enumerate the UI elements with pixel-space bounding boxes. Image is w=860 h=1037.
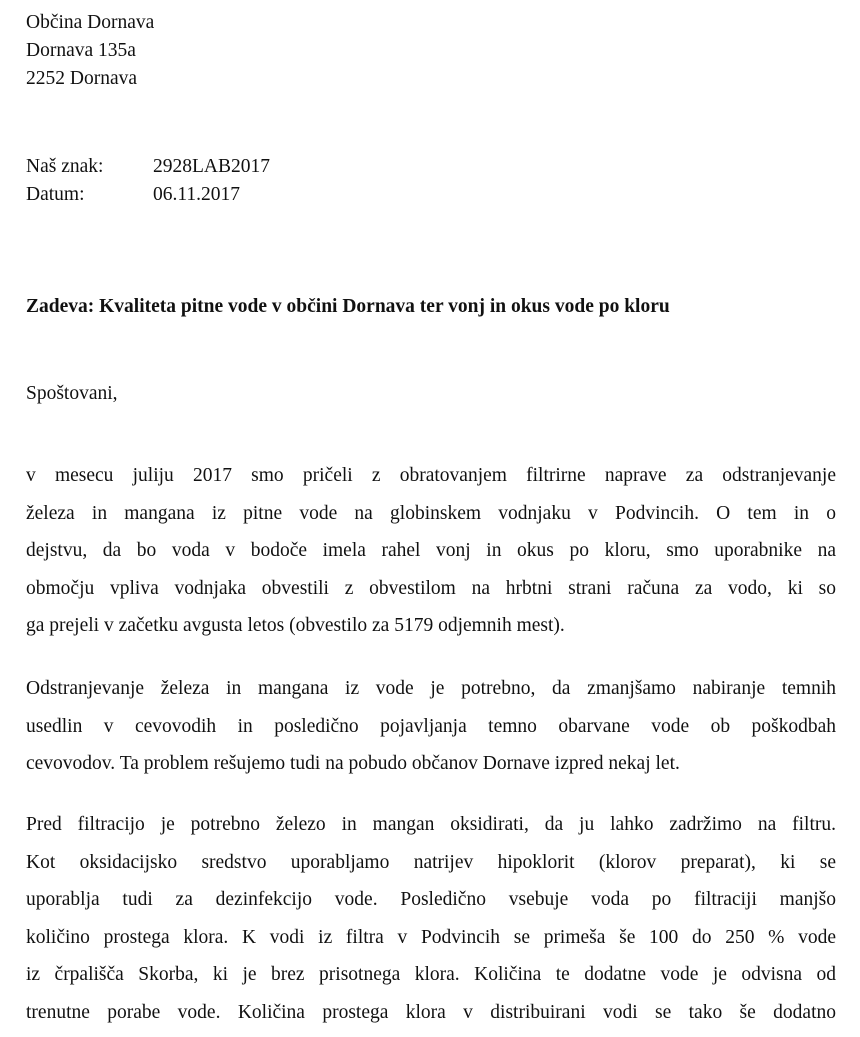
body-paragraph-2 [26,670,836,783]
paragraph-line: usedlin v cevovodih in posledično pojavljanja temno obarvane vode ob poškodbah [26,715,836,737]
paragraph-line: uporablja tudi za dezinfekcijo vode. Posledično vsebuje voda po filtraciji manjšo [26,889,836,910]
sender-street: Dornava 135a [26,40,136,61]
sender-city: 2252 Dornava [26,68,138,89]
reference-value: 2928LAB2017 [153,156,270,177]
paragraph-line: količino prostega klora. K vodi iz filtra v Podvincih se primeša še 100 do 250 % vode [26,926,836,948]
salutation: Spoštovani, [26,383,118,404]
paragraph-line: območju vpliva vodnjaka obvestili z obvestilom na hrbtni strani računa za vodo, ki so [26,577,836,599]
paragraph-line: iz črpališča Skorba, ki je brez prisotnega klora. Količina te dodatne vode je odvisna od [26,964,836,985]
date-value: 06.11.2017 [153,184,241,205]
subject-line: Zadeva: Kvaliteta pitne vode v občini Dornava ter vonj in okus vode po kloru [26,296,670,317]
paragraph-line: dejstvu, da bo voda v bodoče imela rahel vonj in okus po kloru, smo uporabnike na [26,540,836,561]
date-row [26,181,270,209]
paragraph-line: Pred filtracijo je potrebno železo in mangan oksidirati, da ju lahko zadržimo na filtru. [26,814,836,835]
paragraph-line: železa in mangana iz pitne vode na globinskem vodnjaku v Podvincih. O tem in o [26,502,836,524]
body-paragraph-3 [26,806,836,1031]
body-paragraph-1 [26,457,836,645]
paragraph-line: ga prejeli v začetku avgusta letos (obvestilo za 5179 odjemnih mest). [26,615,565,636]
sender-name: Občina Dornava [26,12,155,33]
paragraph-line: v mesecu juliju 2017 smo pričeli z obratovanjem filtrirne naprave za odstranjevanje [26,465,836,486]
reference-label: Naš znak: [26,156,104,177]
sender-address [26,9,154,93]
paragraph-line: cevovodov. Ta problem rešujemo tudi na pobudo občanov Dornave izpred nekaj let. [26,753,680,774]
reference-row [26,153,270,181]
paragraph-line: Kot oksidacijsko sredstvo uporabljamo natrijev hipoklorit (klorov preparat), ki se [26,851,836,873]
paragraph-line: Odstranjevanje železa in mangana iz vode je potrebno, da zmanjšamo nabiranje temnih [26,678,836,699]
date-label: Datum: [26,184,85,205]
paragraph-line: trenutne porabe vode. Količina prostega klora v distribuirani vodi se tako še dodatno [26,1001,836,1023]
reference-block [26,153,270,209]
